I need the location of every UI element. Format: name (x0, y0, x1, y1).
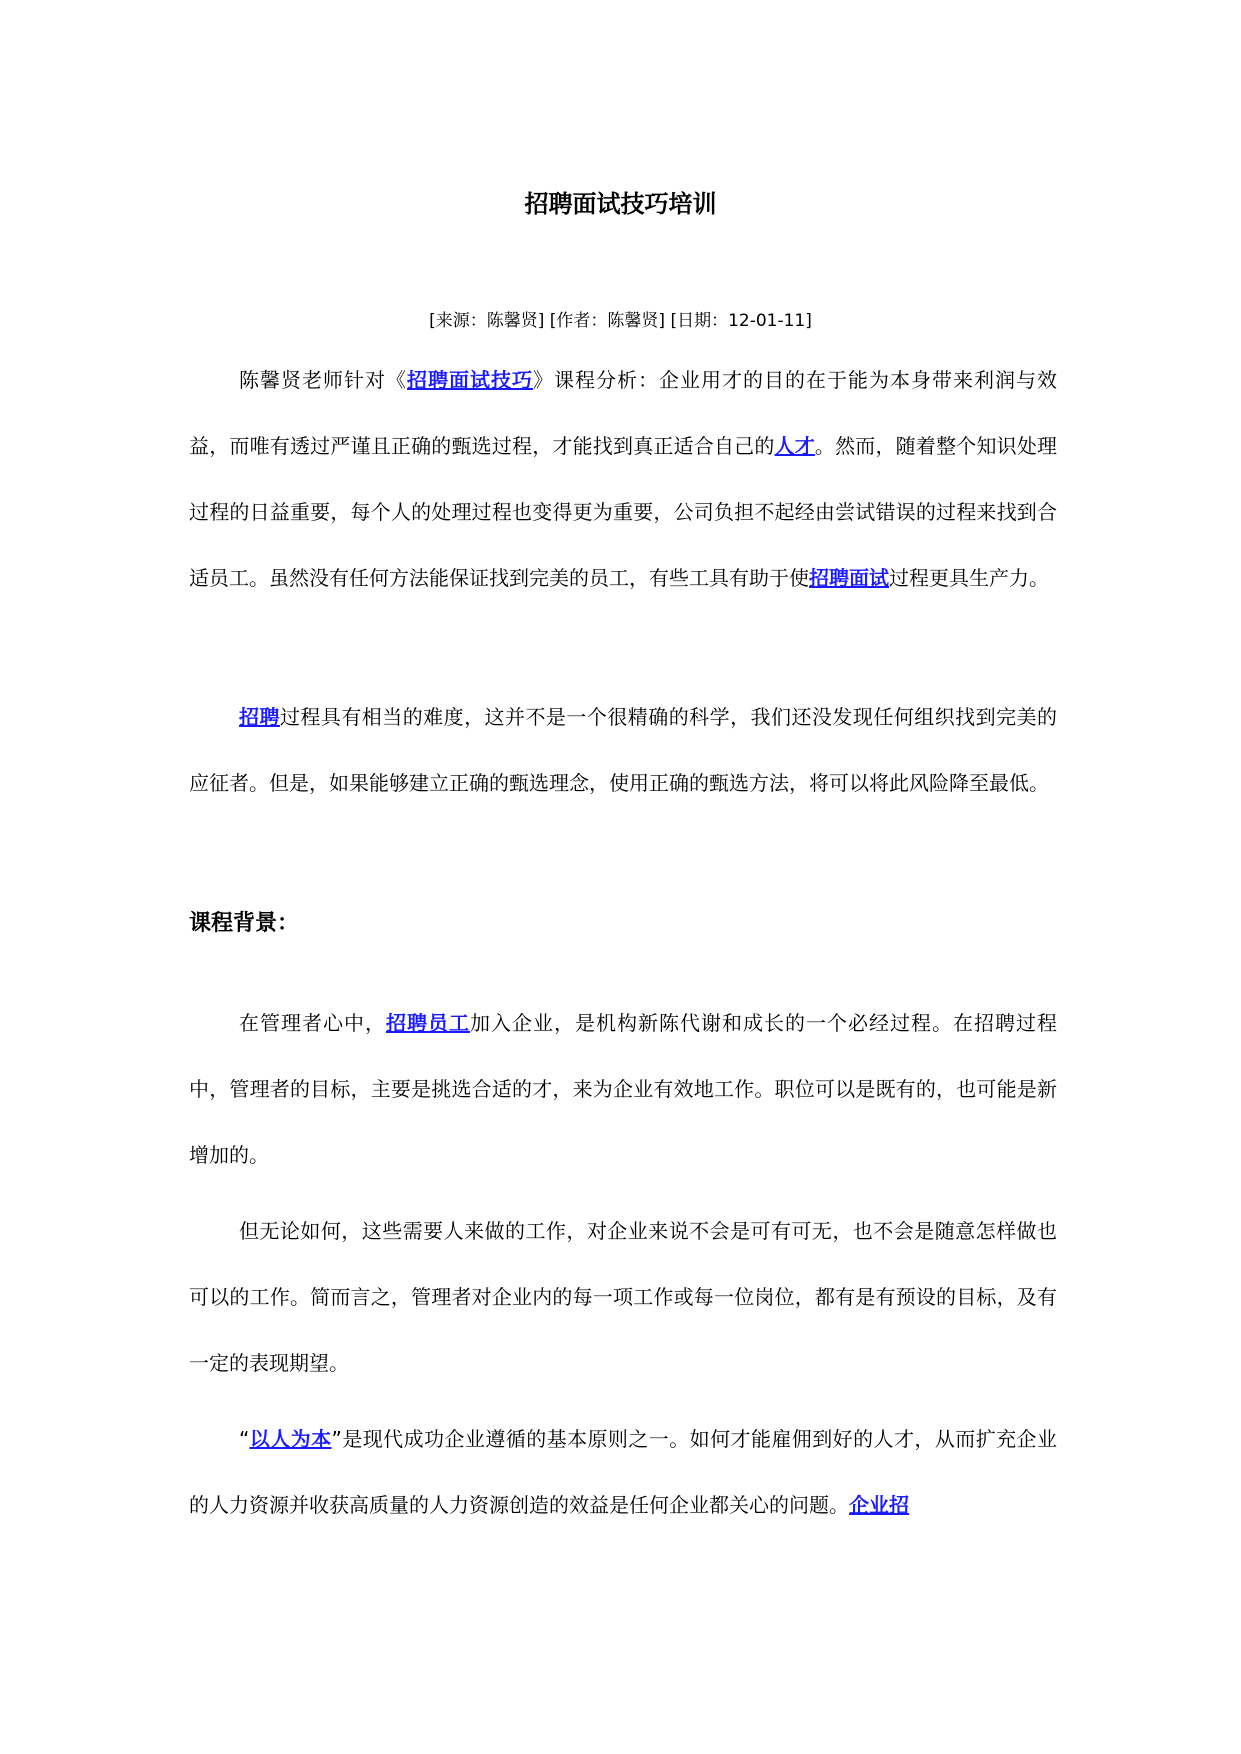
paragraph-block-3 (189, 990, 1057, 1188)
paragraph-text: ”是现代成功企业遵循的基本原则之一。如何才能雇佣到好的人才，从而扩充企业的人力资源并收获高质量的人力资源创造的效益是任何企业都关心的问题。 (189, 1427, 1057, 1517)
paragraph-text: 加入企业，是机构新陈代谢和成长的一个必经过程。在招聘过程中，管理者的目标，主要是挑选合适的才，来为企业有效地工作。职位可以是既有的，也可能是新增加的。 (189, 1011, 1057, 1167)
link-recruitment-interview[interactable]: 招聘面试 (809, 566, 889, 590)
paragraph-block-5 (189, 1406, 1057, 1538)
paragraph-expectations: 但无论如何，这些需要人来做的工作，对企业来说不会是可有可无，也不会是随意怎样做也可以的工作。简而言之，管理者对企业内的每一项工作或每一位岗位，都有是有预设的目标，及有一定的表现期望。 (189, 1219, 1057, 1375)
paragraph-managers (189, 990, 1057, 1188)
paragraph-text: 陈馨贤老师针对《 (239, 368, 407, 392)
paragraph-intro (189, 347, 1057, 611)
section-heading: 课程背景： (189, 911, 300, 936)
paragraph-block-4 (189, 1198, 1057, 1396)
paragraph-text: 》课程分析：企业用才的目的在于能为本身带来利润与效益，而唯有透过严谨且正确的甄选过程，才能找到真正适合自己的 (189, 368, 1057, 458)
section-heading-block (189, 904, 1057, 944)
paragraph-text: 过程更具生产力。 (889, 566, 1049, 590)
link-recruitment[interactable]: 招聘 (239, 705, 280, 729)
link-interview-skills[interactable]: 招聘面试技巧 (407, 368, 533, 392)
paragraph-block-2 (189, 684, 1057, 816)
intro-paragraphs (189, 347, 1057, 611)
paragraph-difficulty (189, 684, 1057, 816)
link-recruit-staff[interactable]: 招聘员工 (386, 1011, 470, 1035)
source-meta: [来源：陈馨贤] [作者：陈馨贤] [日期：12-01-11] (429, 311, 812, 331)
paragraph-people-first (189, 1406, 1057, 1538)
link-people-oriented[interactable]: 以人为本 (249, 1427, 332, 1451)
paragraph-text: 在管理者心中， (239, 1011, 386, 1035)
paragraph-text: 。然而，随着整个知识处理过程的日益重要，每个人的处理过程也变得更为重要，公司负担不起经由尝试错误的过程来找到合适员工。虽然没有任何方法能保证找到完美的员工，有些工具有助于使 (189, 434, 1058, 590)
link-talent[interactable]: 人才 (774, 434, 815, 458)
link-enterprise-recruitment[interactable]: 企业招 (849, 1493, 909, 1517)
document-title: 招聘面试技巧培训 (524, 190, 717, 218)
paragraph-text: 过程具有相当的难度，这并不是一个很精确的科学，我们还没发现任何组织找到完美的应征者。但是，如果能够建立正确的甄选理念，使用正确的甄选方法，将可以将此风险降至最低。 (189, 705, 1058, 795)
paragraph-text: “ (239, 1427, 250, 1451)
